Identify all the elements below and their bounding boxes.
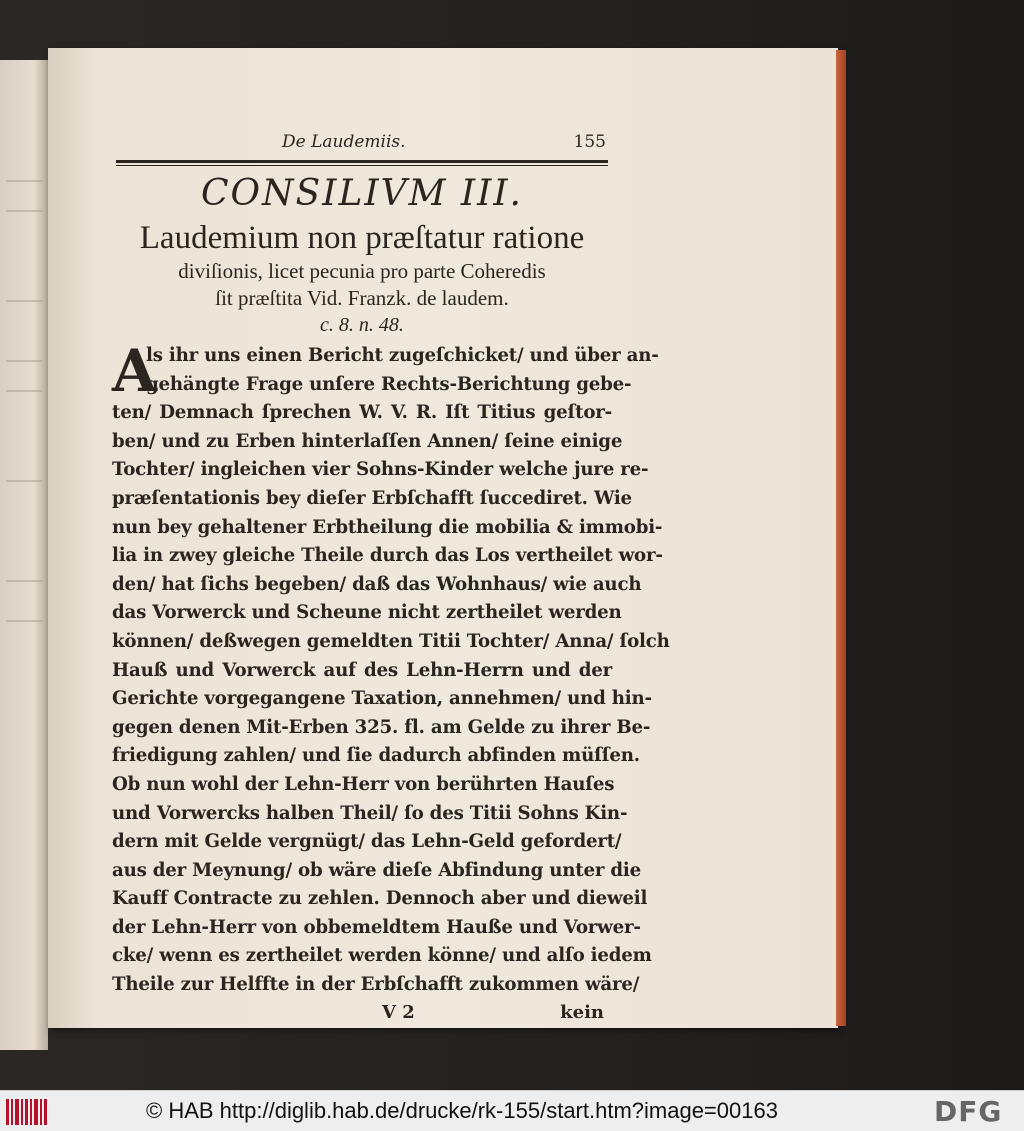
text-line: Theile zur Helffte in der Erbſchafft zukommen wäre/ [112, 974, 640, 996]
hab-barcode-icon [6, 1099, 48, 1125]
text-line: aus der Meynung/ ob wäre dieſe Abfindung unter die [112, 859, 641, 881]
heading-sub: diviſionis, licet pecunia pro parte Coheredis [178, 259, 546, 283]
heading-sub-2: ſit præſtita Vid. Franzk. de laudem. [215, 286, 509, 310]
text-line: dern mit Gelde vergnügt/ das Lehn-Geld gefordert/ [112, 831, 622, 853]
text-line: ben/ und zu Erben hinterlaſſen Annen/ ſeine einige [112, 430, 623, 452]
head-rule-thin [116, 165, 608, 166]
head-rule [116, 160, 608, 163]
running-head-title: De Laudemiis. [282, 132, 406, 152]
text-line: præſentationis bey dieſer Erbſchafft ſuccediret. Wie [112, 487, 632, 509]
text-line: Gerichte vorgegangene Taxation, annehmen/ und hin- [112, 688, 652, 710]
body-text [112, 337, 670, 1000]
red-page-edge [836, 50, 846, 1026]
text-line: lia in zwey gleiche Theile durch das Los vertheilet wor- [112, 545, 663, 567]
facing-page-edge [0, 60, 48, 1050]
text-line: können/ deßwegen gemeldten Titii Tochter/ Anna/ ſolch [112, 630, 670, 652]
dfg-logo: DFG [934, 1095, 1003, 1128]
signature-mark: V 2 [382, 1001, 415, 1023]
footer-bar [0, 1090, 1024, 1131]
text-line: ls ihr uns einen Bericht zugeſchicket/ und über an- [146, 345, 659, 366]
text-line: Tochter/ ingleichen vier Sohns-Kinder welche jure re- [112, 459, 649, 481]
page-text-block [112, 128, 670, 1030]
text-line: Ob nun wohl der Lehn-Herr von berührten Hauſes [112, 773, 615, 795]
heading-reference: c. 8. n. 48. [320, 314, 404, 336]
text-line: das Vorwerck und Scheune nicht zertheilet werden [112, 602, 622, 624]
text-line: Hauß und Vorwerck auf des Lehn-Herrn und der [112, 659, 612, 681]
running-head [112, 128, 612, 160]
text-line: gehängte Frage unſere Rechts-Berichtung gebe- [146, 373, 632, 395]
catchword: kein [560, 1001, 604, 1023]
text-line: ten/ Demnach ſprechen W. V. R. Iſt Titius geſtor- [112, 402, 612, 424]
text-line: und Vorwercks halben Theil/ ſo des Titii Sohns Kin- [112, 802, 628, 824]
text-line: friedigung zahlen/ und ſie dadurch abfinden müſſen. [112, 745, 640, 767]
consilium-title: CONSILIVM III. [201, 173, 523, 214]
text-line: cke/ wenn es zertheilet werden könne/ und alſo iedem [112, 945, 652, 967]
drop-cap-initial: A [112, 337, 158, 405]
page-footer-line [112, 1000, 612, 1030]
heading-main: Laudemium non præſtatur ratione [139, 220, 585, 256]
text-line: Kauff Contracte zu zehlen. Dennoch aber und dieweil [112, 888, 648, 910]
text-line: der Lehn-Herr von obbemeldtem Hauße und Vorwer- [112, 916, 641, 938]
text-line: den/ hat ſichs begeben/ daß das Wohnhaus/ wie auch [112, 573, 642, 595]
page-number: 155 [573, 132, 606, 152]
copyright-link[interactable]: © HAB http://diglib.hab.de/drucke/rk-155/start.htm?image=00163 [146, 1098, 778, 1123]
text-line: nun bey gehaltener Erbtheilung die mobilia & immobi- [112, 516, 663, 538]
text-line: gegen denen Mit-Erben 325. fl. am Gelde zu ihrer Be- [112, 716, 651, 738]
